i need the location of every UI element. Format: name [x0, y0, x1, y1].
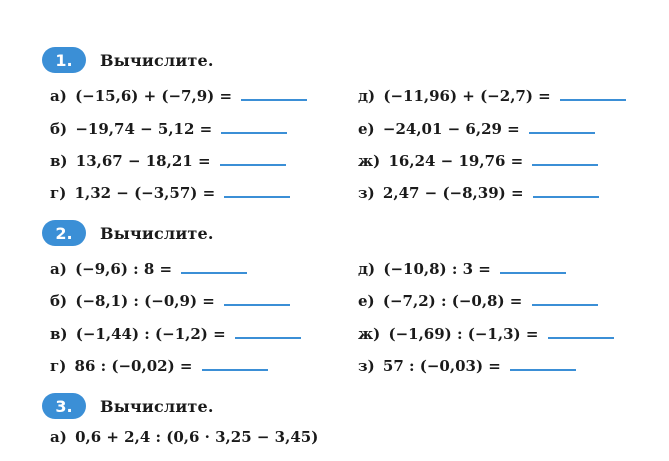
- task-number-badge: 1.: [42, 47, 86, 73]
- answer-blank[interactable]: [548, 337, 614, 339]
- task-1-exercise-f: [358, 119, 595, 139]
- answer-blank[interactable]: [220, 164, 286, 166]
- answer-blank[interactable]: [560, 99, 626, 101]
- exercise-expression: (−11,96) + (−2,7) =: [383, 87, 551, 105]
- answer-blank[interactable]: [181, 272, 247, 274]
- answer-blank[interactable]: [500, 272, 566, 274]
- task-number-badge: 3.: [42, 393, 86, 419]
- task-2-exercise-f: [358, 291, 598, 311]
- exercise-expression: 0,6 + 2,4 : (0,6 · 3,25 − 3,45): [75, 428, 319, 446]
- exercise-label: в): [50, 325, 68, 343]
- answer-blank[interactable]: [224, 304, 290, 306]
- exercise-expression: (−15,6) + (−7,9) =: [75, 87, 233, 105]
- task-1-exercise-c: [50, 151, 286, 171]
- task-2-exercise-h: [358, 356, 576, 376]
- exercise-label: ж): [358, 325, 381, 343]
- exercise-expression: 2,47 − (−8,39) =: [382, 184, 524, 202]
- exercise-expression: (−9,6) : 8 =: [75, 260, 173, 278]
- answer-blank[interactable]: [235, 337, 301, 339]
- exercise-label: г): [50, 184, 67, 202]
- task-2-exercise-g: [358, 324, 614, 344]
- answer-blank[interactable]: [532, 164, 598, 166]
- exercise-label: а): [50, 87, 67, 105]
- exercise-expression: 16,24 − 19,76 =: [388, 152, 524, 170]
- task-2-exercise-a: [50, 259, 247, 279]
- exercise-expression: 57 : (−0,03) =: [382, 357, 501, 375]
- exercise-expression: (−1,69) : (−1,3) =: [388, 325, 539, 343]
- exercise-label: з): [358, 184, 375, 202]
- exercise-label: а): [50, 260, 67, 278]
- exercise-expression: 13,67 − 18,21 =: [75, 152, 211, 170]
- exercise-label: а): [50, 428, 67, 446]
- task-title: Вычислите.: [100, 223, 214, 243]
- answer-blank[interactable]: [529, 132, 595, 134]
- answer-blank[interactable]: [241, 99, 307, 101]
- exercise-expression: −19,74 − 5,12 =: [75, 120, 213, 138]
- task-1-exercise-g: [358, 151, 598, 171]
- answer-blank[interactable]: [224, 196, 290, 198]
- exercise-label: г): [50, 357, 67, 375]
- answer-blank[interactable]: [510, 369, 576, 371]
- answer-blank[interactable]: [221, 132, 287, 134]
- task-2-exercise-d: [50, 356, 268, 376]
- task-1-exercise-h: [358, 183, 599, 203]
- exercise-label: е): [358, 292, 375, 310]
- exercise-expression: −24,01 − 6,29 =: [382, 120, 520, 138]
- task-2-exercise-e: [358, 259, 566, 279]
- task-3-header: [42, 392, 214, 420]
- exercise-label: в): [50, 152, 68, 170]
- task-1-exercise-b: [50, 119, 287, 139]
- exercise-expression: (−10,8) : 3 =: [383, 260, 491, 278]
- exercise-expression: (−8,1) : (−0,9) =: [75, 292, 215, 310]
- exercise-expression: (−7,2) : (−0,8) =: [382, 292, 523, 310]
- exercise-label: д): [358, 260, 376, 278]
- task-1-exercise-e: [358, 86, 626, 106]
- task-2-exercise-b: [50, 291, 290, 311]
- exercise-label: д): [358, 87, 376, 105]
- exercise-label: з): [358, 357, 375, 375]
- task-1-header: [42, 46, 214, 74]
- task-number-badge: 2.: [42, 220, 86, 246]
- exercise-label: б): [50, 120, 68, 138]
- task-2-header: [42, 219, 214, 247]
- answer-blank[interactable]: [532, 304, 598, 306]
- exercise-expression: 86 : (−0,02) =: [74, 357, 193, 375]
- answer-blank[interactable]: [533, 196, 599, 198]
- task-1-exercise-d: [50, 183, 290, 203]
- exercise-label: е): [358, 120, 375, 138]
- task-title: Вычислите.: [100, 50, 214, 70]
- task-title: Вычислите.: [100, 396, 214, 416]
- exercise-expression: (−1,44) : (−1,2) =: [75, 325, 226, 343]
- exercise-label: ж): [358, 152, 381, 170]
- exercise-label: б): [50, 292, 68, 310]
- task-1-exercise-a: [50, 86, 307, 106]
- answer-blank[interactable]: [202, 369, 268, 371]
- task-3-exercise-a: [50, 427, 318, 447]
- exercise-expression: 1,32 − (−3,57) =: [74, 184, 216, 202]
- task-2-exercise-c: [50, 324, 301, 344]
